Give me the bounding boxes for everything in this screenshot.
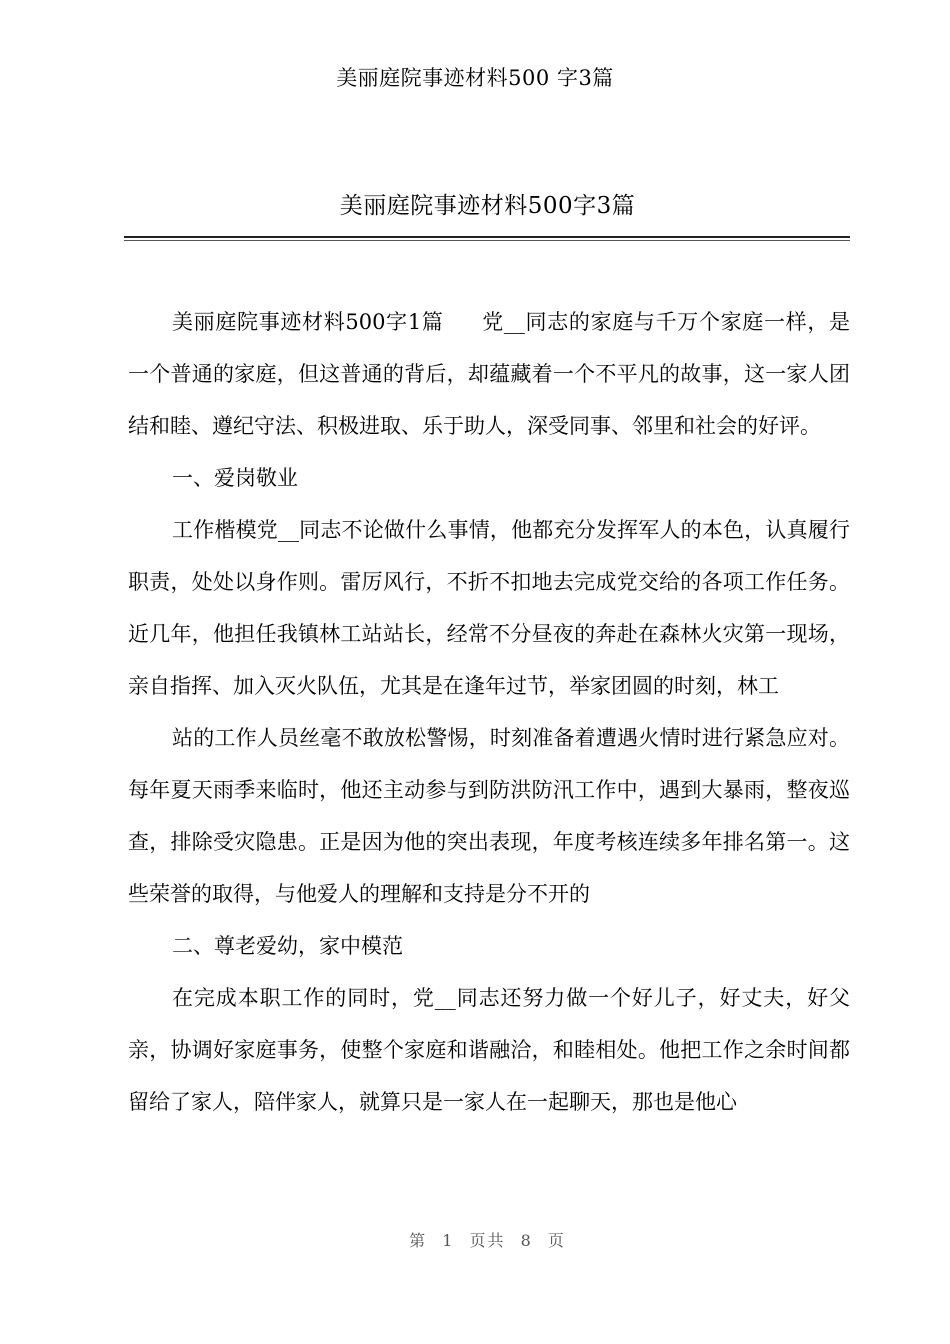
document-body — [128, 296, 850, 1128]
page-footer: 第 1 页共 8 页 — [409, 1231, 566, 1250]
title-divider-thin — [124, 240, 850, 241]
title-divider — [124, 236, 850, 238]
paragraph-intro — [128, 296, 850, 452]
paragraph: 工作楷模党__同志不论做什么事情，他都充分发挥军人的本色，认真履行职责，处处以身作则。雷厉风行，不折不扣地去完成党交给的各项工作任务。近几年，他担任我镇林工站站长，经常不分昼夜的奔赴在森林火灾第一现场，亲自指挥、加入灭火队伍，尤其是在逢年过节，举家团圆的时刻，林工 — [128, 518, 850, 698]
section-heading: 二、尊老爱幼，家中模范 — [172, 934, 403, 958]
section-label: 美丽庭院事迹材料500字1篇 — [172, 310, 444, 334]
document-title: 美丽庭院事迹材料500字3篇 — [339, 193, 636, 219]
section-heading: 一、爱岗敬业 — [172, 466, 298, 490]
paragraph-text: 党__同志的家庭与千万个家庭一样，是一个普通的家庭，但这普通的背后，却蕴藏着一个不平凡的故事，这一家人团结和睦、遵纪守法、积极进取、乐于助人，深受同事、邻里和社会的好评。 — [128, 310, 850, 438]
paragraph: 在完成本职工作的同时，党__同志还努力做一个好儿子，好丈夫，好父亲，协调好家庭事务，使整个家庭和谐融洽，和睦相处。他把工作之余时间都留给了家人，陪伴家人，就算只是一家人在一起聊天，那也是他心 — [128, 986, 850, 1114]
paragraph: 站的工作人员丝毫不敢放松警惕，时刻准备着遭遇火情时进行紧急应对。每年夏天雨季来临时，他还主动参与到防洪防汛工作中，遇到大暴雨，整夜巡查，排除受灾隐患。正是因为他的突出表现，年度考核连续多年排名第一。这些荣誉的取得，与他爱人的理解和支持是分不开的 — [128, 726, 850, 906]
page-header: 美丽庭院事迹材料500 字3篇 — [336, 66, 614, 90]
